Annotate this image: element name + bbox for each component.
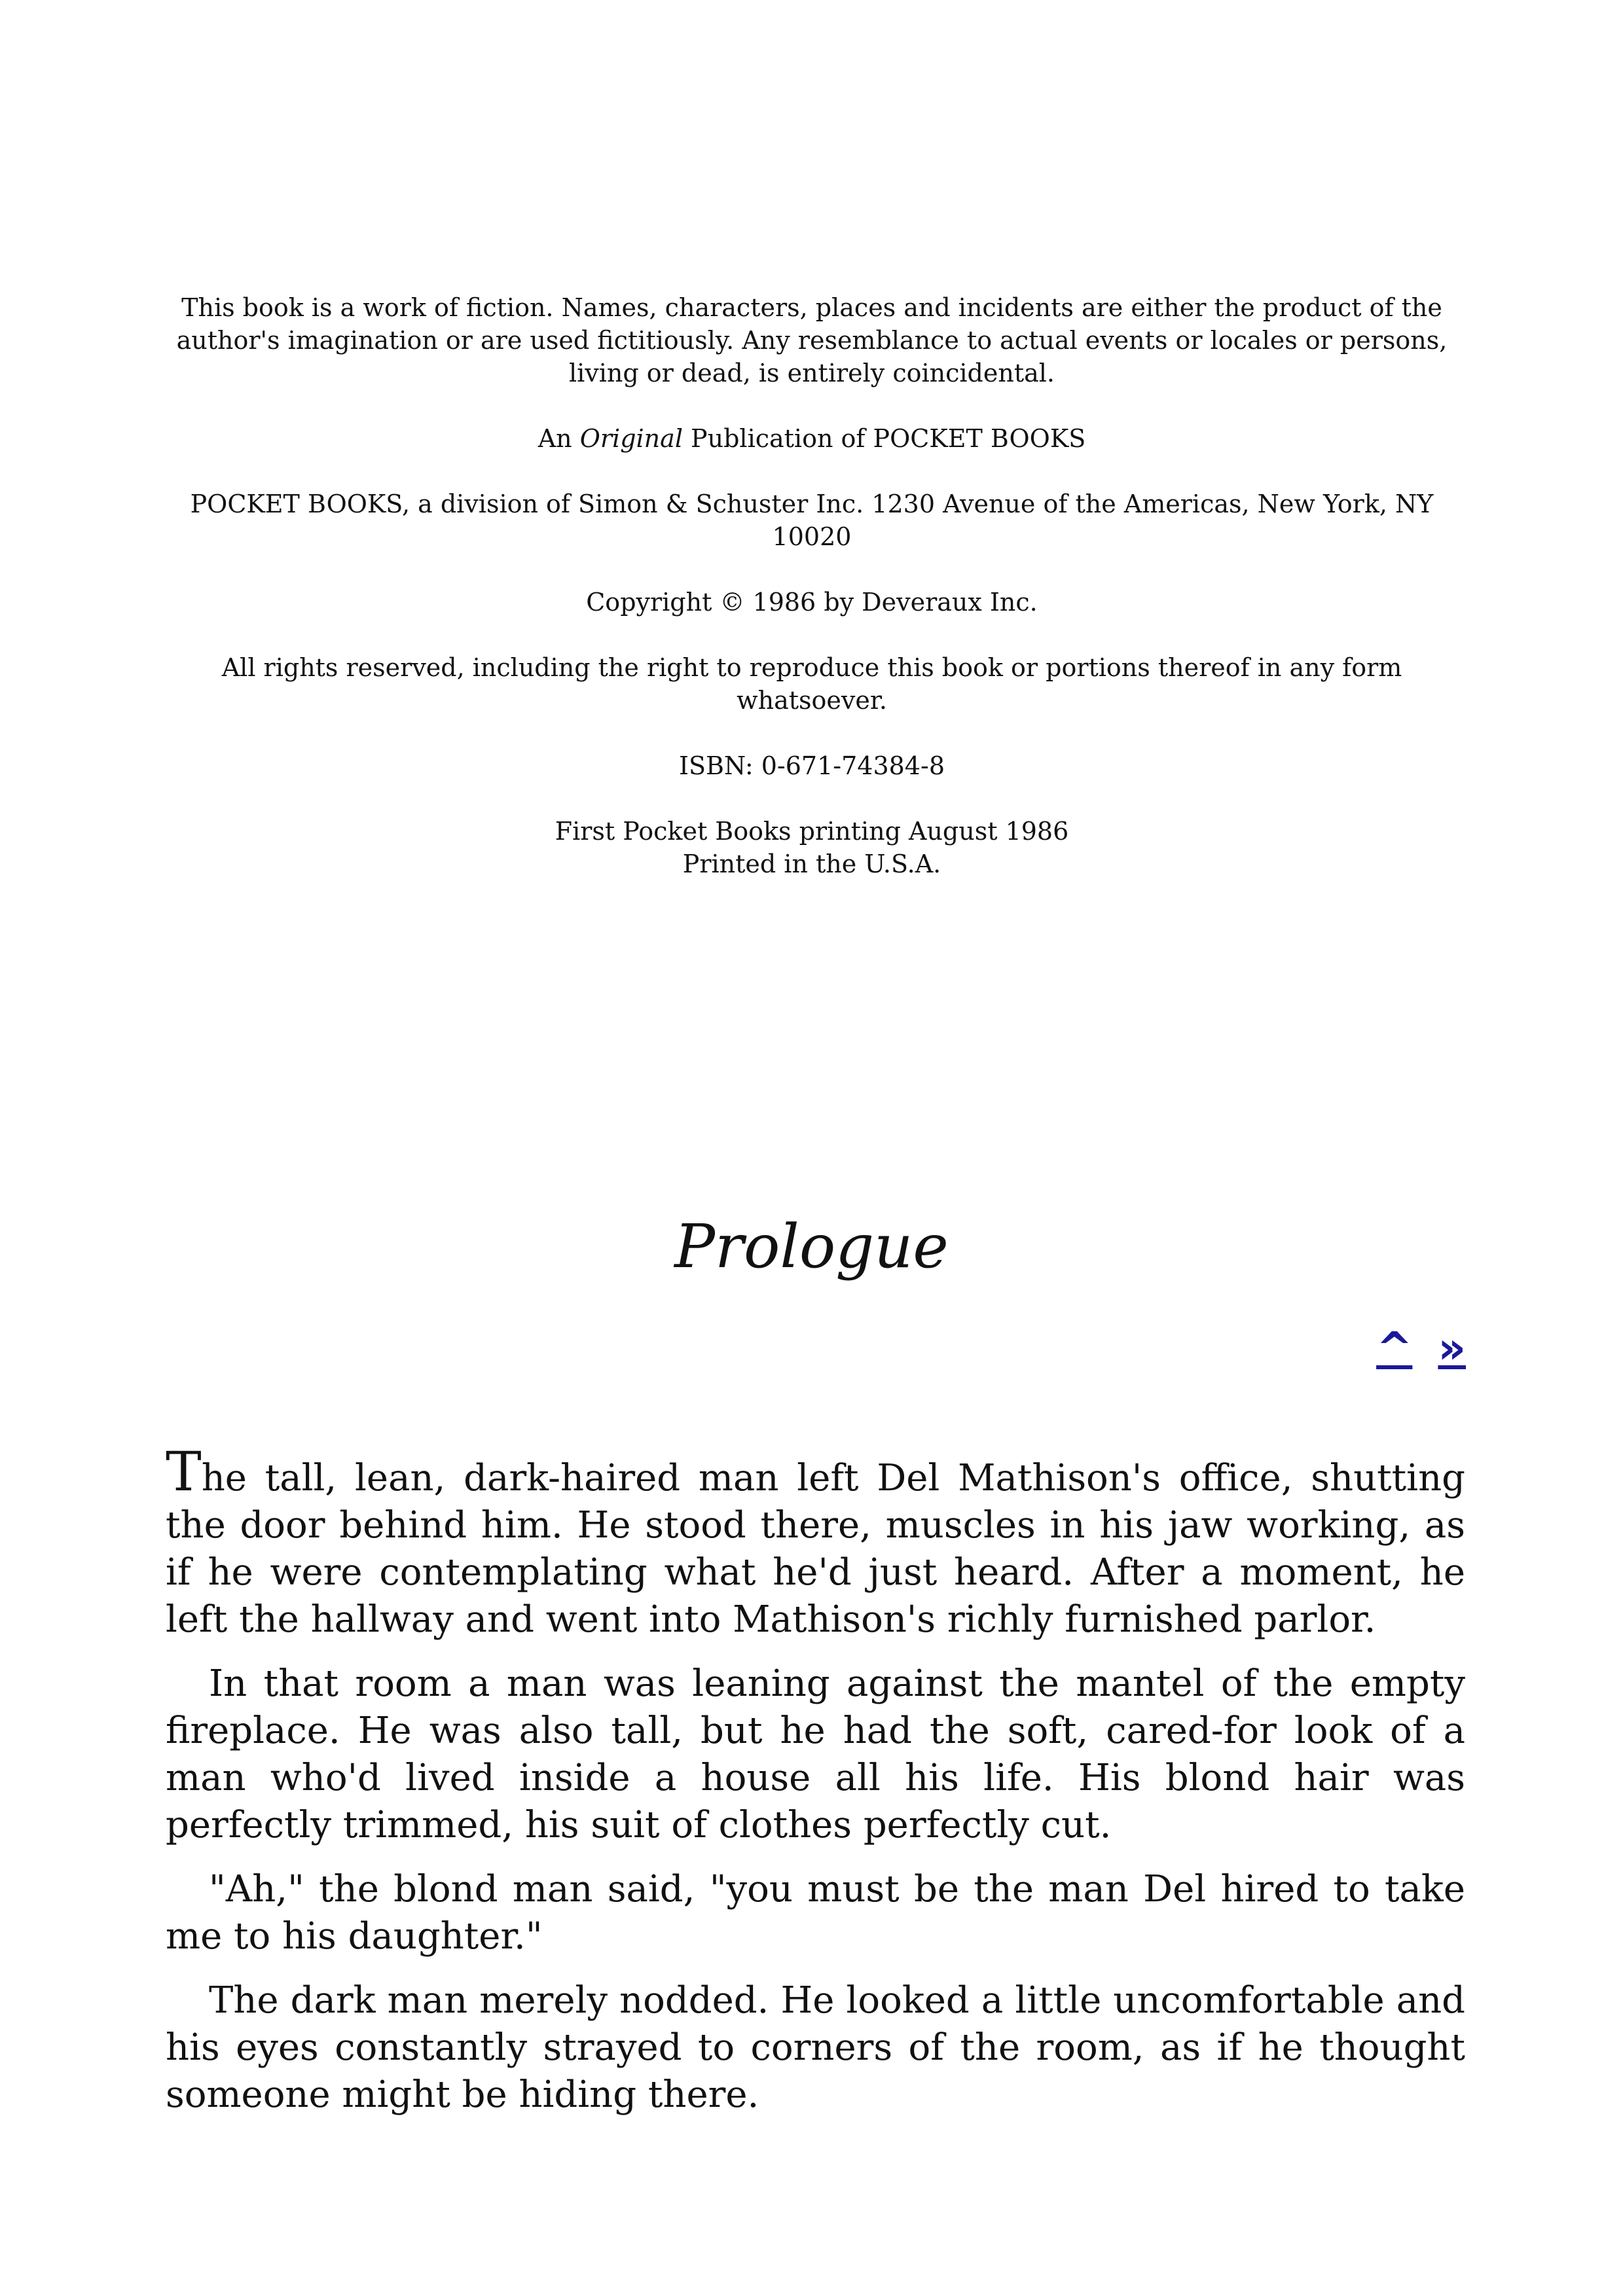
rights-statement: All rights reserved, including the right to reproduce this book or portions thereof in any form whatsoever.	[221, 653, 1402, 715]
publisher-address: POCKET BOOKS, a division of Simon & Schuster Inc. 1230 Avenue of the Americas, New York, NY 10020	[190, 490, 1434, 551]
copyright-page	[170, 291, 1453, 880]
chapter-nav	[1364, 1322, 1466, 1374]
printed-in-line: Printed in the U.S.A.	[682, 850, 941, 878]
publication-prefix: An	[538, 424, 580, 453]
fiction-disclaimer: This book is a work of fiction. Names, characters, places and incidents are either the product of the author's imagination or are used fictitiously. Any resemblance to actual events or locales or persons, living or dead, is entirely coincidental.	[176, 293, 1448, 387]
isbn: ISBN: 0-671-74384-8	[678, 751, 945, 780]
paragraph-3: "Ah," the blond man said, "you must be the man Del hired to take me to his daughter."	[166, 1868, 1465, 1958]
chapter-body	[166, 1441, 1465, 2136]
publication-suffix: Publication of POCKET BOOKS	[682, 424, 1086, 453]
paragraph-1-text: he tall, lean, dark-haired man left Del Mathison's office, shutting the door behind him. He stood there, muscles in his jaw working, as if he were contemplating what he'd just heard. After a moment, he left the hallway and went into Mathison's richly furnished parlor.	[166, 1457, 1465, 1641]
publication-original: Original	[579, 424, 683, 453]
up-link[interactable]: ^	[1376, 1323, 1413, 1373]
paragraph-4: The dark man merely nodded. He looked a little uncomfortable and his eyes constantly strayed to corners of the room, as if he thought someone might be hiding there.	[166, 1979, 1465, 2116]
chapter-title: Prologue	[674, 1211, 949, 1282]
paragraph-2: In that room a man was leaning against the mantel of the empty fireplace. He was also tall, but he had the soft, cared-for look of a man who'd lived inside a house all his life. His blond hair was perfectly trimmed, his suit of clothes perfectly cut.	[166, 1662, 1465, 1846]
next-link[interactable]: »	[1438, 1323, 1466, 1373]
printing-line: First Pocket Books printing August 1986	[555, 817, 1069, 846]
drop-cap: T	[166, 1441, 202, 1503]
paragraph-1	[166, 1441, 1465, 1643]
publication-line	[170, 422, 1453, 455]
copyright-line: Copyright © 1986 by Deveraux Inc.	[586, 588, 1038, 617]
